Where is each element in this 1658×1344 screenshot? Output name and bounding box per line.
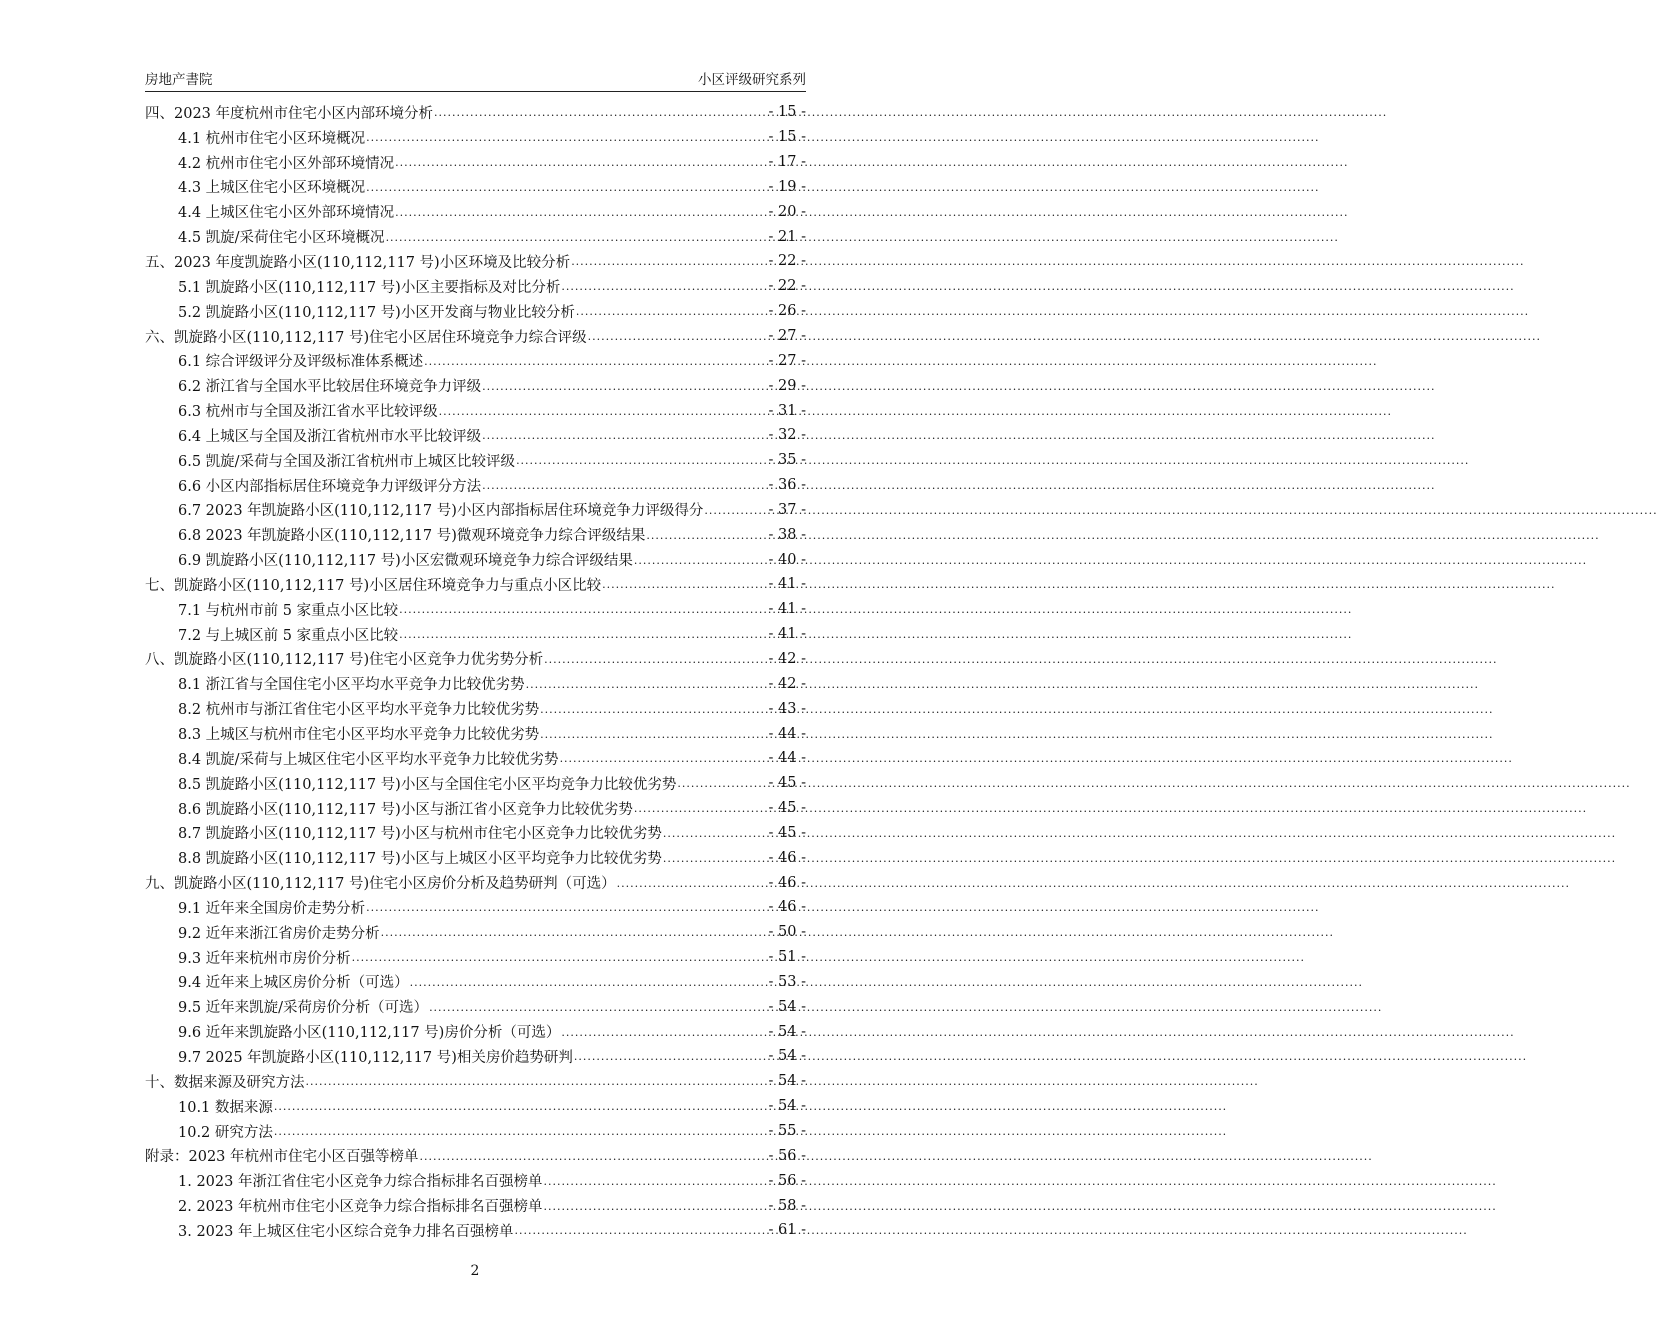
toc-dot-leader <box>576 303 768 319</box>
toc-dot-leader <box>543 1198 767 1214</box>
toc-entry-title: 6.2 浙江省与全国水平比较居住环境竞争力评级 <box>178 379 482 396</box>
toc-subsection-entry[interactable] <box>145 199 806 224</box>
toc-entry-page: - 45 - <box>768 824 806 841</box>
toc-subsection-entry[interactable] <box>145 274 806 299</box>
toc-entry-page: - 54 - <box>768 1048 806 1065</box>
toc-dot-leader <box>434 104 768 120</box>
toc-entry-title: 8.1 浙江省与全国住宅小区平均水平竞争力比较优劣势 <box>178 677 525 694</box>
toc-section-entry[interactable] <box>145 100 806 125</box>
toc-entry-page: - 32 - <box>768 427 806 444</box>
toc-entry-page: - 21 - <box>768 228 806 245</box>
toc-dot-leader <box>306 1073 768 1089</box>
toc-dot-leader <box>634 552 768 568</box>
toc-subsection-entry[interactable] <box>145 547 806 572</box>
toc-entry-page: - 50 - <box>768 924 806 941</box>
toc-subsection-entry[interactable] <box>145 994 806 1019</box>
toc-entry-page: - 61 - <box>768 1222 806 1239</box>
toc-dot-leader <box>482 378 767 394</box>
toc-subsection-entry[interactable] <box>145 1019 806 1044</box>
toc-subsection-entry[interactable] <box>145 125 806 150</box>
toc-subsection-entry[interactable] <box>145 622 806 647</box>
toc-dot-leader <box>540 701 767 717</box>
toc-entry-page: - 20 - <box>768 203 806 220</box>
toc-entry-title: 九、凯旋路小区(110,112,117 号)住宅小区房价分析及趋势研判（可选） <box>145 876 616 893</box>
toc-entry-title: 9.6 近年来凯旋路小区(110,112,117 号)房价分析（可选） <box>178 1025 561 1042</box>
toc-entry-title: 1. 2023 年浙江省住宅小区竞争力综合指标排名百强榜单 <box>178 1174 543 1191</box>
toc-dot-leader <box>399 626 767 642</box>
toc-entry-page: - 54 - <box>768 1098 806 1115</box>
toc-subsection-entry[interactable] <box>145 597 806 622</box>
toc-entry-title: 六、凯旋路小区(110,112,117 号)住宅小区居住环境竞争力综合评级 <box>145 329 587 346</box>
toc-subsection-entry[interactable] <box>145 224 806 249</box>
toc-subsection-entry[interactable] <box>145 746 806 771</box>
toc-entry-page: - 27 - <box>768 328 806 345</box>
toc-entry-title: 9.3 近年来杭州市房价分析 <box>178 950 351 967</box>
toc-dot-leader <box>634 800 768 816</box>
toc-entry-title: 七、凯旋路小区(110,112,117 号)小区居住环境竞争力与重点小区比较 <box>145 577 602 594</box>
toc-dot-leader <box>482 427 767 443</box>
toc-entry-title: 4.4 上城区住宅小区外部环境情况 <box>178 205 395 222</box>
toc-dot-leader <box>574 1048 768 1064</box>
toc-subsection-entry[interactable] <box>145 1119 806 1144</box>
toc-entry-title: 8.3 上城区与杭州市住宅小区平均水平竞争力比较优劣势 <box>178 727 540 744</box>
toc-subsection-entry[interactable] <box>145 522 806 547</box>
toc-entry-page: - 46 - <box>768 849 806 866</box>
toc-entry-page: - 29 - <box>768 377 806 394</box>
toc-entry-title: 4.5 凯旋/采荷住宅小区环境概况 <box>178 230 385 247</box>
toc-entry-page: - 56 - <box>768 1172 806 1189</box>
toc-entry-page: - 42 - <box>768 675 806 692</box>
toc-entry-page: - 54 - <box>768 1073 806 1090</box>
toc-entry-title: 5.2 凯旋路小区(110,112,117 号)小区开发商与物业比较分析 <box>178 304 575 321</box>
toc-entry-page: - 40 - <box>768 551 806 568</box>
toc-entry-page: - 17 - <box>768 154 806 171</box>
toc-dot-leader <box>588 328 768 344</box>
toc-dot-leader <box>516 452 767 468</box>
toc-entry-title: 9.4 近年来上城区房价分析（可选） <box>178 975 409 992</box>
toc-entry-page: - 54 - <box>768 1023 806 1040</box>
toc-subsection-entry[interactable] <box>145 299 806 324</box>
toc-subsection-entry[interactable] <box>145 970 806 995</box>
toc-entry-page: - 41 - <box>768 601 806 618</box>
toc-entry-page: - 55 - <box>768 1123 806 1140</box>
toc-subsection-entry[interactable] <box>145 796 806 821</box>
toc-entry-page: - 36 - <box>768 477 806 494</box>
toc-entry-title: 6.8 2023 年凯旋路小区(110,112,117 号)微观环境竞争力综合评级结果 <box>178 528 646 545</box>
toc-dot-leader <box>395 204 767 220</box>
toc-entry-title: 7.1 与杭州市前 5 家重点小区比较 <box>178 602 399 619</box>
toc-entry-page: - 58 - <box>768 1197 806 1214</box>
toc-entry-page: - 43 - <box>768 700 806 717</box>
toc-entry-page: - 19 - <box>768 178 806 195</box>
toc-subsection-entry[interactable] <box>145 448 806 473</box>
toc-subsection-entry[interactable] <box>145 473 806 498</box>
toc-entry-title: 10.1 数据来源 <box>178 1099 273 1116</box>
toc-entry-title: 6.3 杭州市与全国及浙江省水平比较评级 <box>178 404 438 421</box>
toc-dot-leader <box>561 278 767 294</box>
toc-entry-page: - 44 - <box>768 725 806 742</box>
toc-dot-leader <box>424 353 767 369</box>
toc-dot-leader <box>602 576 767 592</box>
toc-section-entry[interactable] <box>145 647 806 672</box>
toc-entry-title: 8.6 凯旋路小区(110,112,117 号)小区与浙江省小区竞争力比较优劣势 <box>178 801 633 818</box>
toc-entry-title: 八、凯旋路小区(110,112,117 号)住宅小区竞争力优劣势分析 <box>145 652 544 669</box>
toc-dot-leader <box>366 899 767 915</box>
toc-subsection-entry[interactable] <box>145 895 806 920</box>
toc-subsection-entry[interactable] <box>145 498 806 523</box>
toc-subsection-entry[interactable] <box>145 423 806 448</box>
toc-entry-title: 10.2 研究方法 <box>178 1124 273 1141</box>
toc-entry-title: 9.5 近年来凯旋/采荷房价分析（可选） <box>178 1000 429 1017</box>
toc-subsection-entry[interactable] <box>145 1218 806 1243</box>
toc-entry-title: 8.7 凯旋路小区(110,112,117 号)小区与杭州市住宅小区竞争力比较优劣势 <box>178 826 662 843</box>
toc-entry-title: 9.2 近年来浙江省房价走势分析 <box>178 925 380 942</box>
toc-dot-leader <box>543 1173 767 1189</box>
toc-entry-title: 6.4 上城区与全国及浙江省杭州市水平比较评级 <box>178 428 482 445</box>
page-number: 2 <box>470 1263 480 1279</box>
toc-entry-title: 4.1 杭州市住宅小区环境概况 <box>178 130 366 147</box>
toc-entry-page: - 41 - <box>768 626 806 643</box>
toc-entry-page: - 15 - <box>768 129 806 146</box>
toc-dot-leader <box>352 949 768 965</box>
toc-entry-page: - 45 - <box>768 800 806 817</box>
toc-dot-leader <box>677 775 767 791</box>
toc-subsection-entry[interactable] <box>145 1168 806 1193</box>
toc-subsection-entry[interactable] <box>145 398 806 423</box>
toc-subsection-entry[interactable] <box>145 820 806 845</box>
toc-subsection-entry[interactable] <box>145 945 806 970</box>
toc-dot-leader <box>439 403 768 419</box>
toc-entry-title: 5.1 凯旋路小区(110,112,117 号)小区主要指标及对比分析 <box>178 279 561 296</box>
toc-dot-leader <box>381 924 768 940</box>
toc-dot-leader <box>395 154 767 170</box>
toc-dot-leader <box>526 676 768 692</box>
header-left-title: 房地产書院 <box>145 72 213 88</box>
toc-dot-leader <box>274 1098 768 1114</box>
toc-entry-title: 4.3 上城区住宅小区环境概况 <box>178 180 366 197</box>
toc-subsection-entry[interactable] <box>145 175 806 200</box>
toc-section-entry[interactable] <box>145 1069 806 1094</box>
toc-entry-page: - 22 - <box>768 278 806 295</box>
toc-entry-page: - 27 - <box>768 352 806 369</box>
toc-entry-page: - 37 - <box>768 501 806 518</box>
toc-entry-title: 8.8 凯旋路小区(110,112,117 号)小区与上城区小区平均竞争力比较优劣势 <box>178 851 662 868</box>
toc-subsection-entry[interactable] <box>145 348 806 373</box>
toc-dot-leader <box>544 651 767 667</box>
toc-subsection-entry[interactable] <box>145 150 806 175</box>
toc-dot-leader <box>410 974 768 990</box>
toc-entry-title: 9.7 2025 年凯旋路小区(110,112,117 号)相关房价趋势研判 <box>178 1049 573 1066</box>
toc-dot-leader <box>663 850 768 866</box>
toc-entry-title: 9.1 近年来全国房价走势分析 <box>178 900 366 917</box>
toc-entry-title: 6.9 凯旋路小区(110,112,117 号)小区宏微观环境竞争力综合评级结果 <box>178 553 633 570</box>
toc-subsection-entry[interactable] <box>145 373 806 398</box>
toc-entry-page: - 42 - <box>768 650 806 667</box>
toc-entry-title: 4.2 杭州市住宅小区外部环境情况 <box>178 155 395 172</box>
toc-section-entry[interactable] <box>145 249 806 274</box>
toc-section-entry[interactable] <box>145 1143 806 1168</box>
toc-dot-leader <box>571 253 767 269</box>
toc-dot-leader <box>274 1123 768 1139</box>
toc-entry-page: - 46 - <box>768 899 806 916</box>
toc-entry-title: 8.5 凯旋路小区(110,112,117 号)小区与全国住宅小区平均竞争力比较优劣势 <box>178 776 677 793</box>
toc-entry-page: - 31 - <box>768 402 806 419</box>
toc-entry-title: 五、2023 年度凯旋路小区(110,112,117 号)小区环境及比较分析 <box>145 254 571 271</box>
toc-entry-page: - 44 - <box>768 750 806 767</box>
toc-dot-leader <box>540 726 767 742</box>
toc-dot-leader <box>420 1148 768 1164</box>
toc-subsection-entry[interactable] <box>145 1094 806 1119</box>
toc-entry-page: - 45 - <box>768 775 806 792</box>
toc-subsection-entry[interactable] <box>145 771 806 796</box>
toc-section-entry[interactable] <box>145 572 806 597</box>
toc-entry-title: 6.1 综合评级评分及评级标准体系概述 <box>178 354 424 371</box>
toc-subsection-entry[interactable] <box>145 845 806 870</box>
toc-entry-title: 十、数据来源及研究方法 <box>145 1074 305 1091</box>
toc-dot-leader <box>617 875 768 891</box>
toc-entry-title: 四、2023 年度杭州市住宅小区内部环境分析 <box>145 105 434 122</box>
toc-subsection-entry[interactable] <box>145 696 806 721</box>
toc-entry-title: 6.7 2023 年凯旋路小区(110,112,117 号)小区内部指标居住环境竞争力评级得分 <box>178 503 704 520</box>
toc-entry-page: - 22 - <box>768 253 806 270</box>
toc-entry-page: - 41 - <box>768 576 806 593</box>
toc-entry-page: - 26 - <box>768 303 806 320</box>
toc-dot-leader <box>386 229 768 245</box>
toc-section-entry[interactable] <box>145 324 806 349</box>
toc-subsection-entry[interactable] <box>145 1044 806 1069</box>
toc-entry-page: - 51 - <box>768 949 806 966</box>
toc-entry-title: 附录：2023 年杭州市住宅小区百强等榜单 <box>145 1149 419 1166</box>
toc-section-entry[interactable] <box>145 870 806 895</box>
toc-entry-title: 6.6 小区内部指标居住环境竞争力评级评分方法 <box>178 478 482 495</box>
toc-entry-page: - 54 - <box>768 998 806 1015</box>
page-header <box>145 67 806 92</box>
toc-entry-page: - 53 - <box>768 973 806 990</box>
toc-dot-leader <box>646 527 767 543</box>
toc-entry-page: - 15 - <box>768 104 806 121</box>
header-right-title: 小区评级研究系列 <box>698 72 806 88</box>
toc-entry-page: - 46 - <box>768 874 806 891</box>
toc-subsection-entry[interactable] <box>145 920 806 945</box>
toc-dot-leader <box>399 601 767 617</box>
toc-dot-leader <box>366 179 767 195</box>
toc-entry-title: 8.4 凯旋/采荷与上城区住宅小区平均水平竞争力比较优劣势 <box>178 751 559 768</box>
toc-subsection-entry[interactable] <box>145 671 806 696</box>
toc-entry-page: - 56 - <box>768 1147 806 1164</box>
toc-entry-page: - 35 - <box>768 452 806 469</box>
toc-dot-leader <box>663 825 768 841</box>
toc-dot-leader <box>560 750 768 766</box>
toc-dot-leader <box>482 477 767 493</box>
toc-subsection-entry[interactable] <box>145 721 806 746</box>
toc-entry-title: 3. 2023 年上城区住宅小区综合竞争力排名百强榜单 <box>178 1223 514 1240</box>
toc-dot-leader <box>514 1222 767 1238</box>
toc-dot-leader <box>429 999 767 1015</box>
toc-entry-title: 6.5 凯旋/采荷与全国及浙江省杭州市上城区比较评级 <box>178 453 516 470</box>
toc-entry-title: 8.2 杭州市与浙江省住宅小区平均水平竞争力比较优劣势 <box>178 702 540 719</box>
toc-entry-page: - 38 - <box>768 526 806 543</box>
toc-dot-leader <box>561 1024 767 1040</box>
toc-subsection-entry[interactable] <box>145 1193 806 1218</box>
toc-dot-leader <box>366 129 767 145</box>
toc-entry-title: 7.2 与上城区前 5 家重点小区比较 <box>178 627 399 644</box>
toc-entry-title: 2. 2023 年杭州市住宅小区竞争力综合指标排名百强榜单 <box>178 1199 543 1216</box>
table-of-contents <box>145 100 806 1243</box>
toc-dot-leader <box>704 502 767 518</box>
